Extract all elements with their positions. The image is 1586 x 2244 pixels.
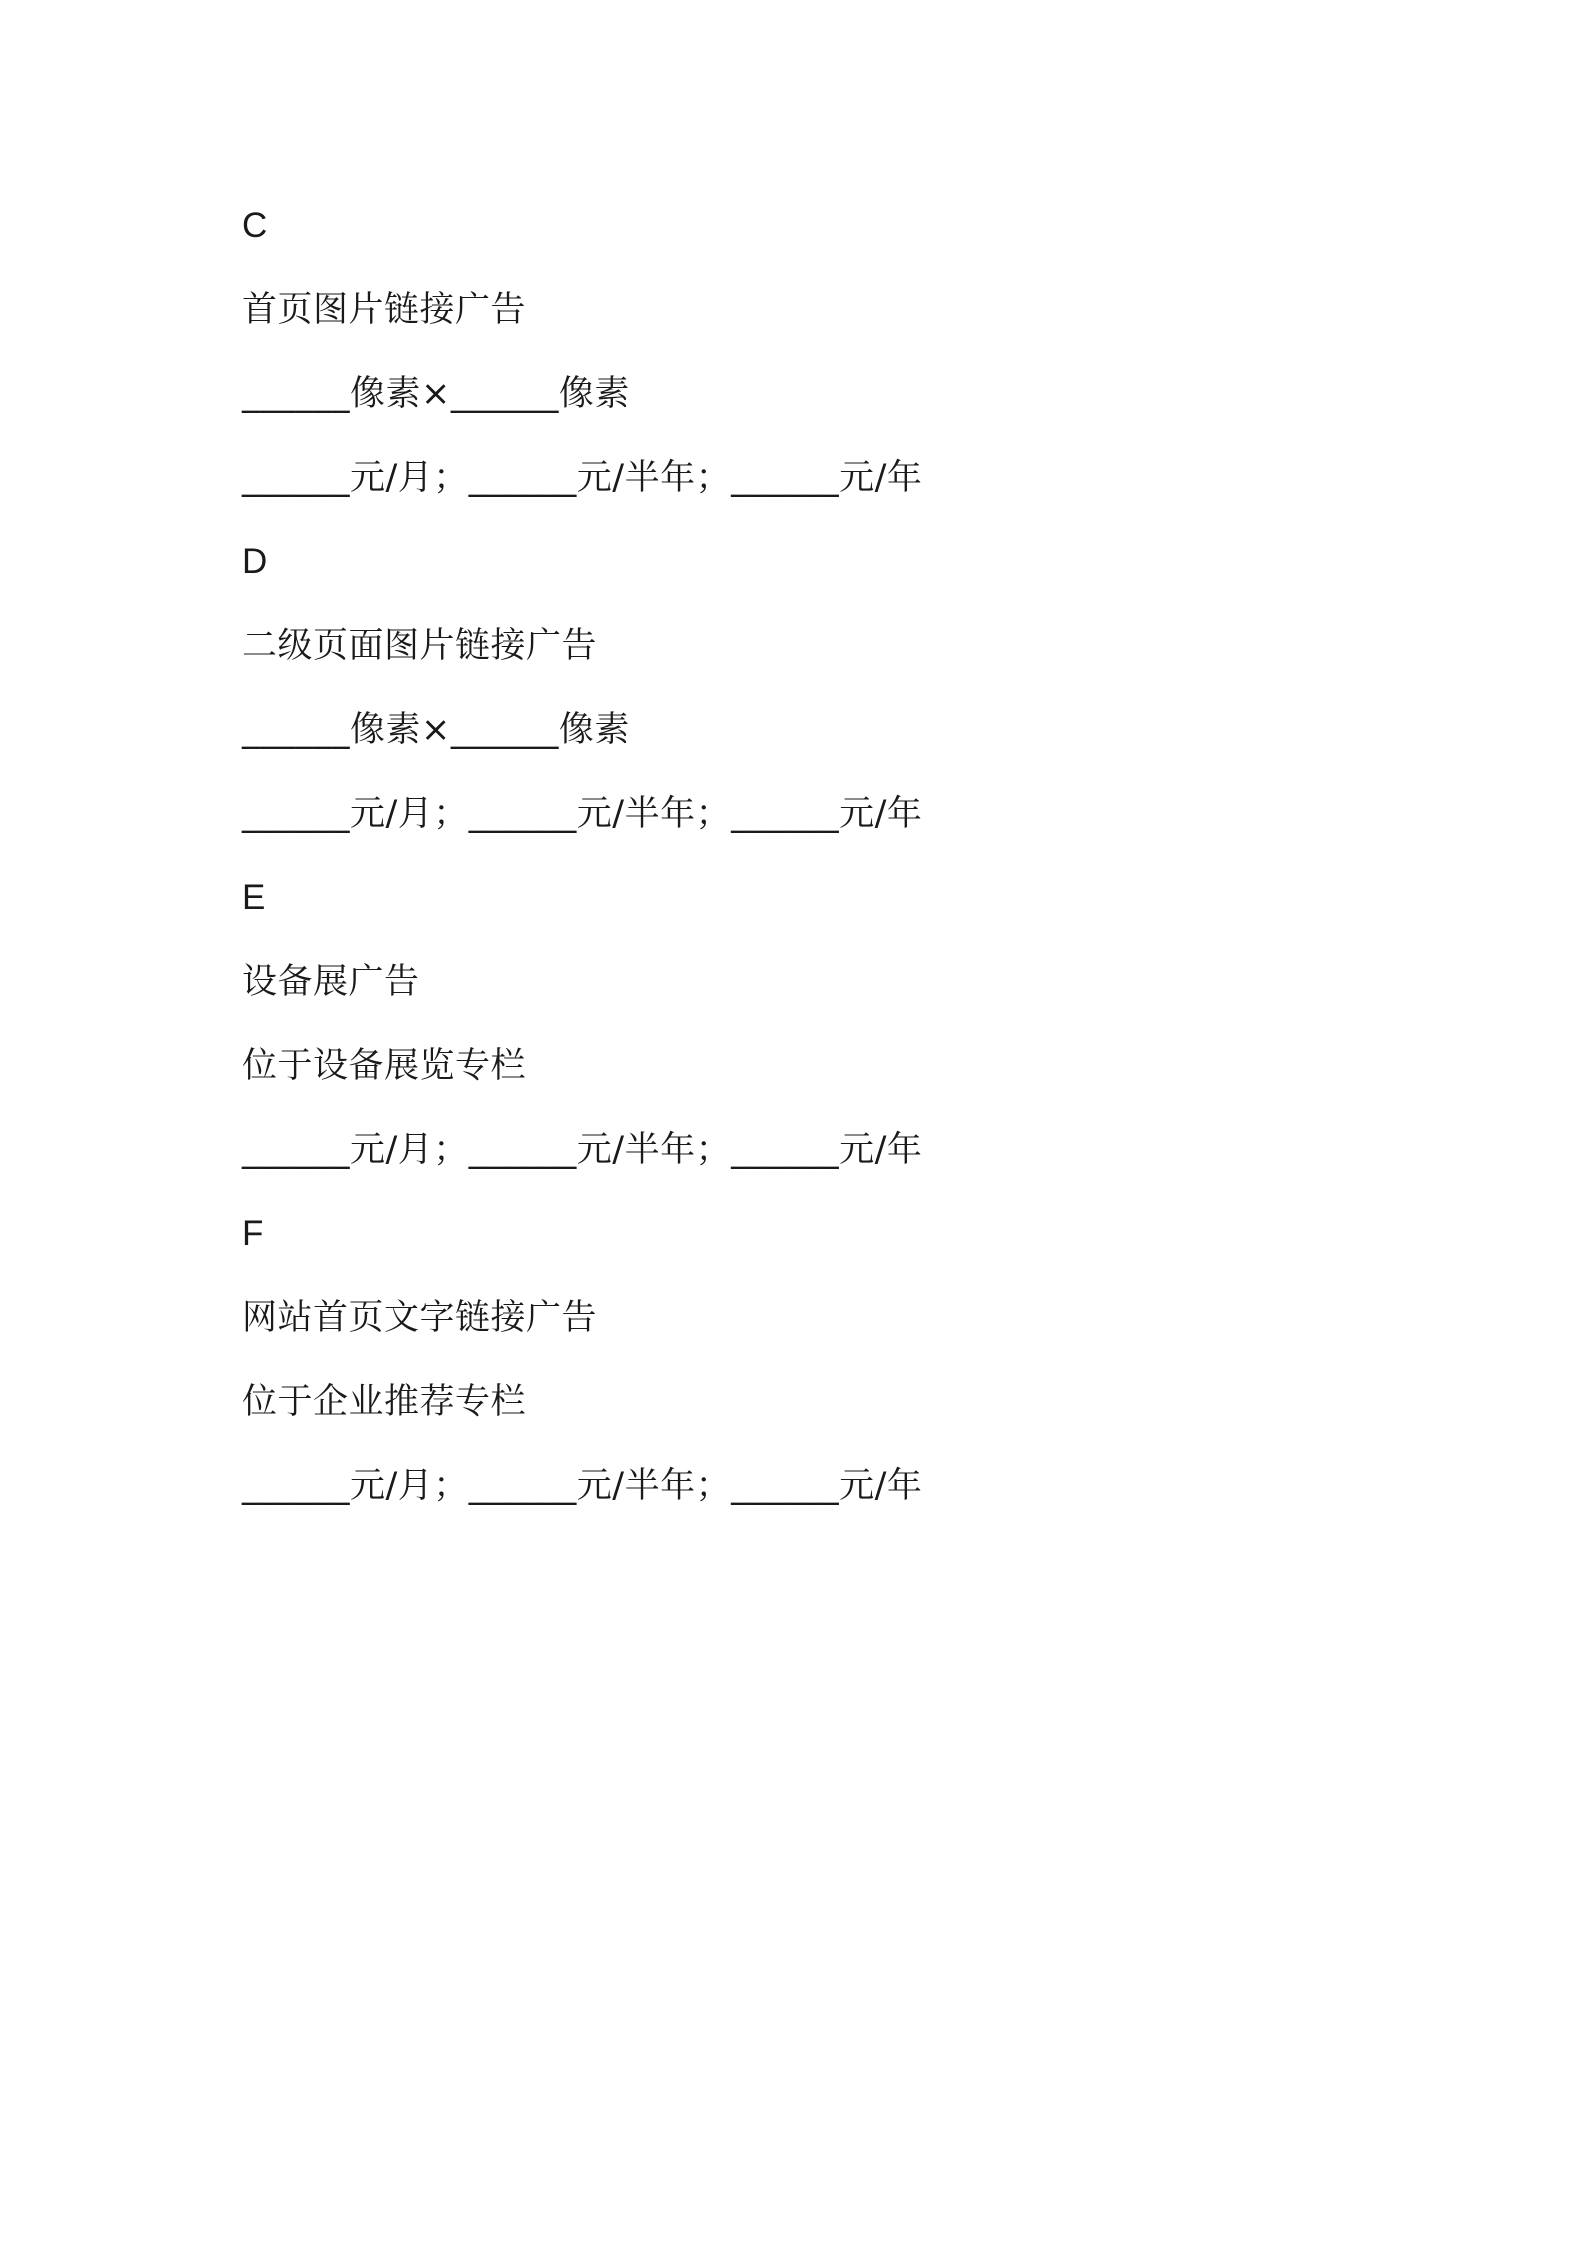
section-e-letter: E — [242, 878, 266, 917]
section-f-letter: F — [242, 1214, 264, 1253]
section-e-price: ______元/月；______元/半年；______元/年 — [242, 1130, 923, 1170]
section-c-letter: C — [242, 206, 268, 245]
section-e-location: 位于设备展览专栏 — [242, 1046, 527, 1086]
section-c-title: 首页图片链接广告 — [242, 290, 527, 330]
section-d-letter: D — [242, 542, 268, 581]
section-d-size: ______像素×______像素 — [242, 710, 630, 750]
section-c-price: ______元/月；______元/半年；______元/年 — [242, 458, 923, 498]
section-d-price: ______元/月；______元/半年；______元/年 — [242, 794, 923, 834]
section-e-title: 设备展广告 — [242, 962, 420, 1002]
section-d-title: 二级页面图片链接广告 — [242, 626, 598, 666]
section-f-title: 网站首页文字链接广告 — [242, 1298, 598, 1338]
document-body — [242, 205, 1342, 1549]
section-f-location: 位于企业推荐专栏 — [242, 1382, 527, 1422]
section-f-price: ______元/月；______元/半年；______元/年 — [242, 1466, 923, 1506]
section-c-size: ______像素×______像素 — [242, 374, 630, 414]
